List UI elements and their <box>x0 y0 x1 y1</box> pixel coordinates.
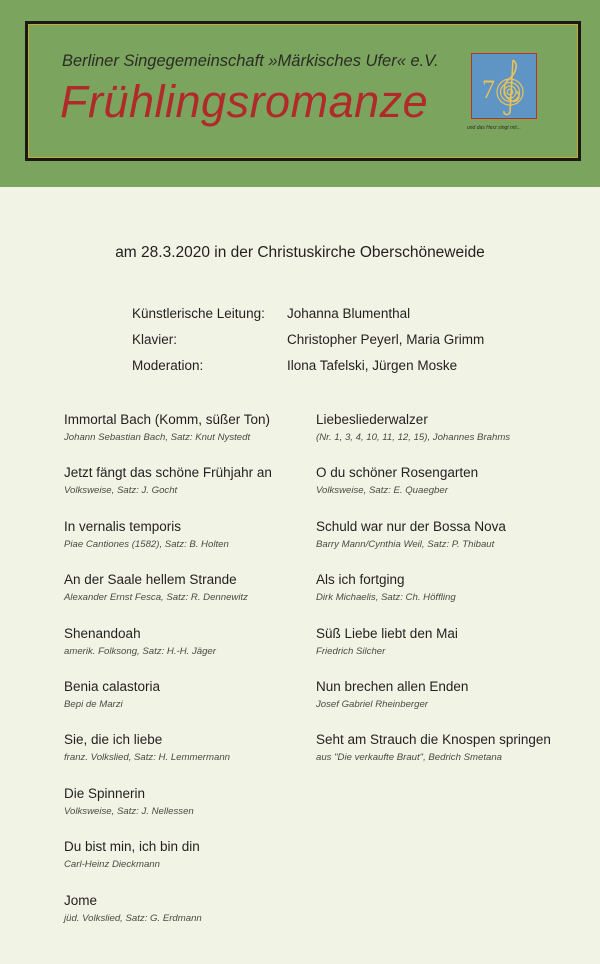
program-item <box>316 518 576 571</box>
credit-names: Christopher Peyerl, Maria Grimm <box>287 332 485 347</box>
anniversary-logo <box>471 53 537 119</box>
credit-names: Johanna Blumenthal <box>287 306 411 321</box>
program-item <box>64 838 324 891</box>
piece-title: Immortal Bach (Komm, süßer Ton) <box>64 412 271 427</box>
program-item <box>64 678 324 731</box>
piece-title: Seht am Strauch die Knospen springen <box>316 732 551 748</box>
piece-credit: Johann Sebastian Bach, Satz: Knut Nystedt <box>64 432 251 443</box>
program-item <box>64 785 324 838</box>
logo-number: 7 <box>482 75 495 104</box>
piece-credit: Volksweise, Satz: E. Quaegber <box>316 485 448 497</box>
piece-credit: franz. Volkslied, Satz: H. Lemmermann <box>64 752 230 764</box>
piece-credit: Volksweise, Satz: J. Nellessen <box>64 805 194 817</box>
piece-title: Jome <box>64 892 98 908</box>
piece-title: Shenandoah <box>64 625 141 641</box>
credit-names: Ilona Tafelski, Jürgen Moske <box>287 358 458 373</box>
piece-credit: Friedrich Silcher <box>316 645 386 657</box>
piece-credit: jüd. Volkslied, Satz: G. Erdmann <box>64 912 202 924</box>
program-item <box>316 625 576 678</box>
credit-role: Klavier: <box>132 332 178 347</box>
piece-title: An der Saale hellem Strande <box>64 572 237 588</box>
program-item <box>316 411 576 464</box>
piece-credit: Bepi de Marzi <box>64 698 123 710</box>
treble-clef-icon <box>472 54 536 118</box>
piece-credit: Piae Cantiones (1582), Satz: B. Holten <box>64 538 229 550</box>
program-item <box>316 464 576 517</box>
header-banner <box>0 0 600 187</box>
date-venue: am 28.3.2020 in der Christuskirche Oberschöneweide <box>115 244 485 261</box>
piece-credit: Dirk Michaelis, Satz: Ch. Höffling <box>316 592 456 604</box>
piece-title: O du schöner Rosengarten <box>316 465 479 481</box>
piece-credit: Josef Gabriel Rheinberger <box>316 698 428 710</box>
concert-title: Frühlingsromanze <box>60 76 429 127</box>
piece-title: Benia calastoria <box>64 678 161 694</box>
piece-credit: Alexander Ernst Fesca, Satz: R. Dennewitz <box>64 592 248 604</box>
piece-title: Du bist min, ich bin din <box>64 839 200 855</box>
program-item <box>316 731 576 784</box>
program-column-right <box>316 411 576 785</box>
piece-title: Jetzt fängt das schöne Frühjahr an <box>64 465 272 481</box>
piece-title: Als ich fortging <box>316 572 405 588</box>
piece-title: Liebesliederwalzer <box>316 412 428 427</box>
society-name: Berliner Singegemeinschaft »Märkisches Ufer« e.V. <box>62 52 439 70</box>
piece-credit: Barry Mann/Cynthia Weil, Satz: P. Thibaut <box>316 538 495 550</box>
piece-credit: Carl-Heinz Dieckmann <box>64 859 160 871</box>
program-item <box>64 464 324 517</box>
program-item <box>316 571 576 624</box>
program-item <box>64 731 324 784</box>
program-item <box>316 678 576 731</box>
piece-title: Schuld war nur der Bossa Nova <box>316 518 506 534</box>
program-item <box>64 892 324 945</box>
piece-title: Sie, die ich liebe <box>64 732 163 748</box>
piece-title: Süß Liebe liebt den Mai <box>316 625 458 641</box>
credit-role: Moderation: <box>132 358 204 373</box>
program-column-left <box>64 411 324 945</box>
program-item <box>64 571 324 624</box>
logo-motto: und das Herz singt mit... <box>467 125 521 131</box>
piece-credit: Volksweise, Satz: J. Gocht <box>64 485 178 497</box>
piece-credit: amerik. Folksong, Satz: H.-H. Jäger <box>64 645 216 657</box>
credit-role: Künstlerische Leitung: <box>132 306 265 321</box>
program-item <box>64 411 324 464</box>
piece-credit: aus "Die verkaufte Braut", Bedrich Smetana <box>316 752 502 764</box>
piece-title: Die Spinnerin <box>64 785 146 801</box>
piece-title: Nun brechen allen Enden <box>316 678 469 694</box>
piece-title: In vernalis temporis <box>64 518 182 534</box>
program-item <box>64 518 324 571</box>
piece-credit: (Nr. 1, 3, 4, 10, 11, 12, 15), Johannes Brahms <box>316 432 511 443</box>
program-item <box>64 625 324 678</box>
